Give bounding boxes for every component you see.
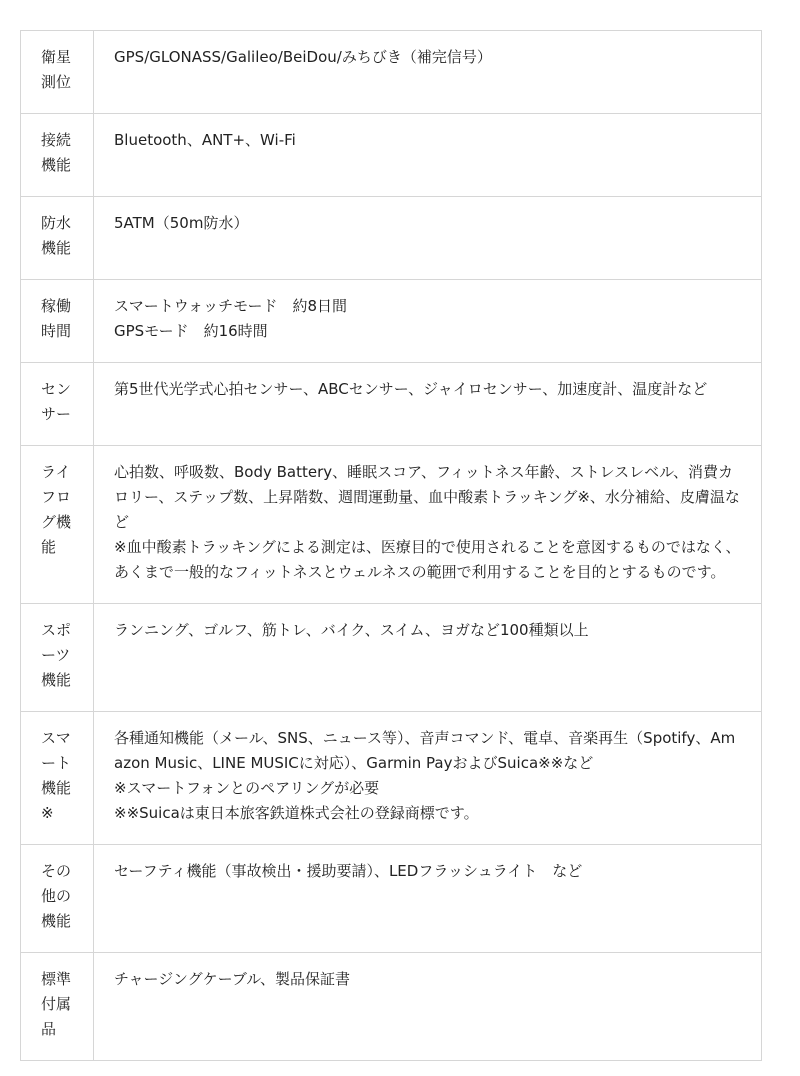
spec-value: スマートウォッチモード 約8日間 GPSモード 約16時間: [94, 280, 762, 363]
spec-row-sports: [21, 604, 762, 712]
spec-value: 第5世代光学式心拍センサー、ABCセンサー、ジャイロセンサー、加速度計、温度計など: [94, 363, 762, 446]
spec-label: 防水 機能: [21, 197, 94, 280]
spec-row-connectivity: [21, 114, 762, 197]
spec-row-battery: [21, 280, 762, 363]
spec-label: セン サー: [21, 363, 94, 446]
spec-label: スマ ート 機能 ※: [21, 712, 94, 845]
spec-value: ランニング、ゴルフ、筋トレ、バイク、スイム、ヨガなど100種類以上: [94, 604, 762, 712]
spec-value: 各種通知機能（メール、SNS、ニュース等）、音声コマンド、電卓、音楽再生（Spotify、Amazon Music、LINE MUSICに対応）、Garmin PayおよびSuica※※など ※スマートフォンとのペアリングが必要 ※※Suicaは東日本旅客鉄道株式会社の登録商標です。: [94, 712, 762, 845]
spec-label: 標準 付属 品: [21, 953, 94, 1061]
spec-value: 心拍数、呼吸数、Body Battery、睡眠スコア、フィットネス年齢、ストレスレベル、消費カロリー、ステップ数、上昇階数、週間運動量、血中酸素トラッキング※、水分補給、皮膚温など ※血中酸素トラッキングによる測定は、医療目的で使用されることを意図するものではなく、あくまで一般的なフィットネスとウェルネスの範囲で利用することを目的とするものです。: [94, 446, 762, 604]
spec-value: 5ATM（50m防水）: [94, 197, 762, 280]
spec-label: その 他の 機能: [21, 845, 94, 953]
spec-value: セーフティ機能（事故検出・援助要請）、LEDフラッシュライト など: [94, 845, 762, 953]
spec-value: Bluetooth、ANT+、Wi-Fi: [94, 114, 762, 197]
spec-row-sensors: [21, 363, 762, 446]
spec-label: 稼働 時間: [21, 280, 94, 363]
spec-label: スポ ーツ 機能: [21, 604, 94, 712]
spec-value: GPS/GLONASS/Galileo/BeiDou/みちびき（補完信号）: [94, 31, 762, 114]
spec-row-waterproof: [21, 197, 762, 280]
spec-label: 衛星 測位: [21, 31, 94, 114]
spec-value: チャージングケーブル、製品保証書: [94, 953, 762, 1061]
spec-table: [20, 30, 762, 1061]
spec-label: 接続 機能: [21, 114, 94, 197]
spec-row-smart: [21, 712, 762, 845]
spec-row-accessories: [21, 953, 762, 1061]
spec-label: ライ フロ グ機 能: [21, 446, 94, 604]
spec-row-satellite: [21, 31, 762, 114]
spec-row-lifelog: [21, 446, 762, 604]
spec-row-other: [21, 845, 762, 953]
